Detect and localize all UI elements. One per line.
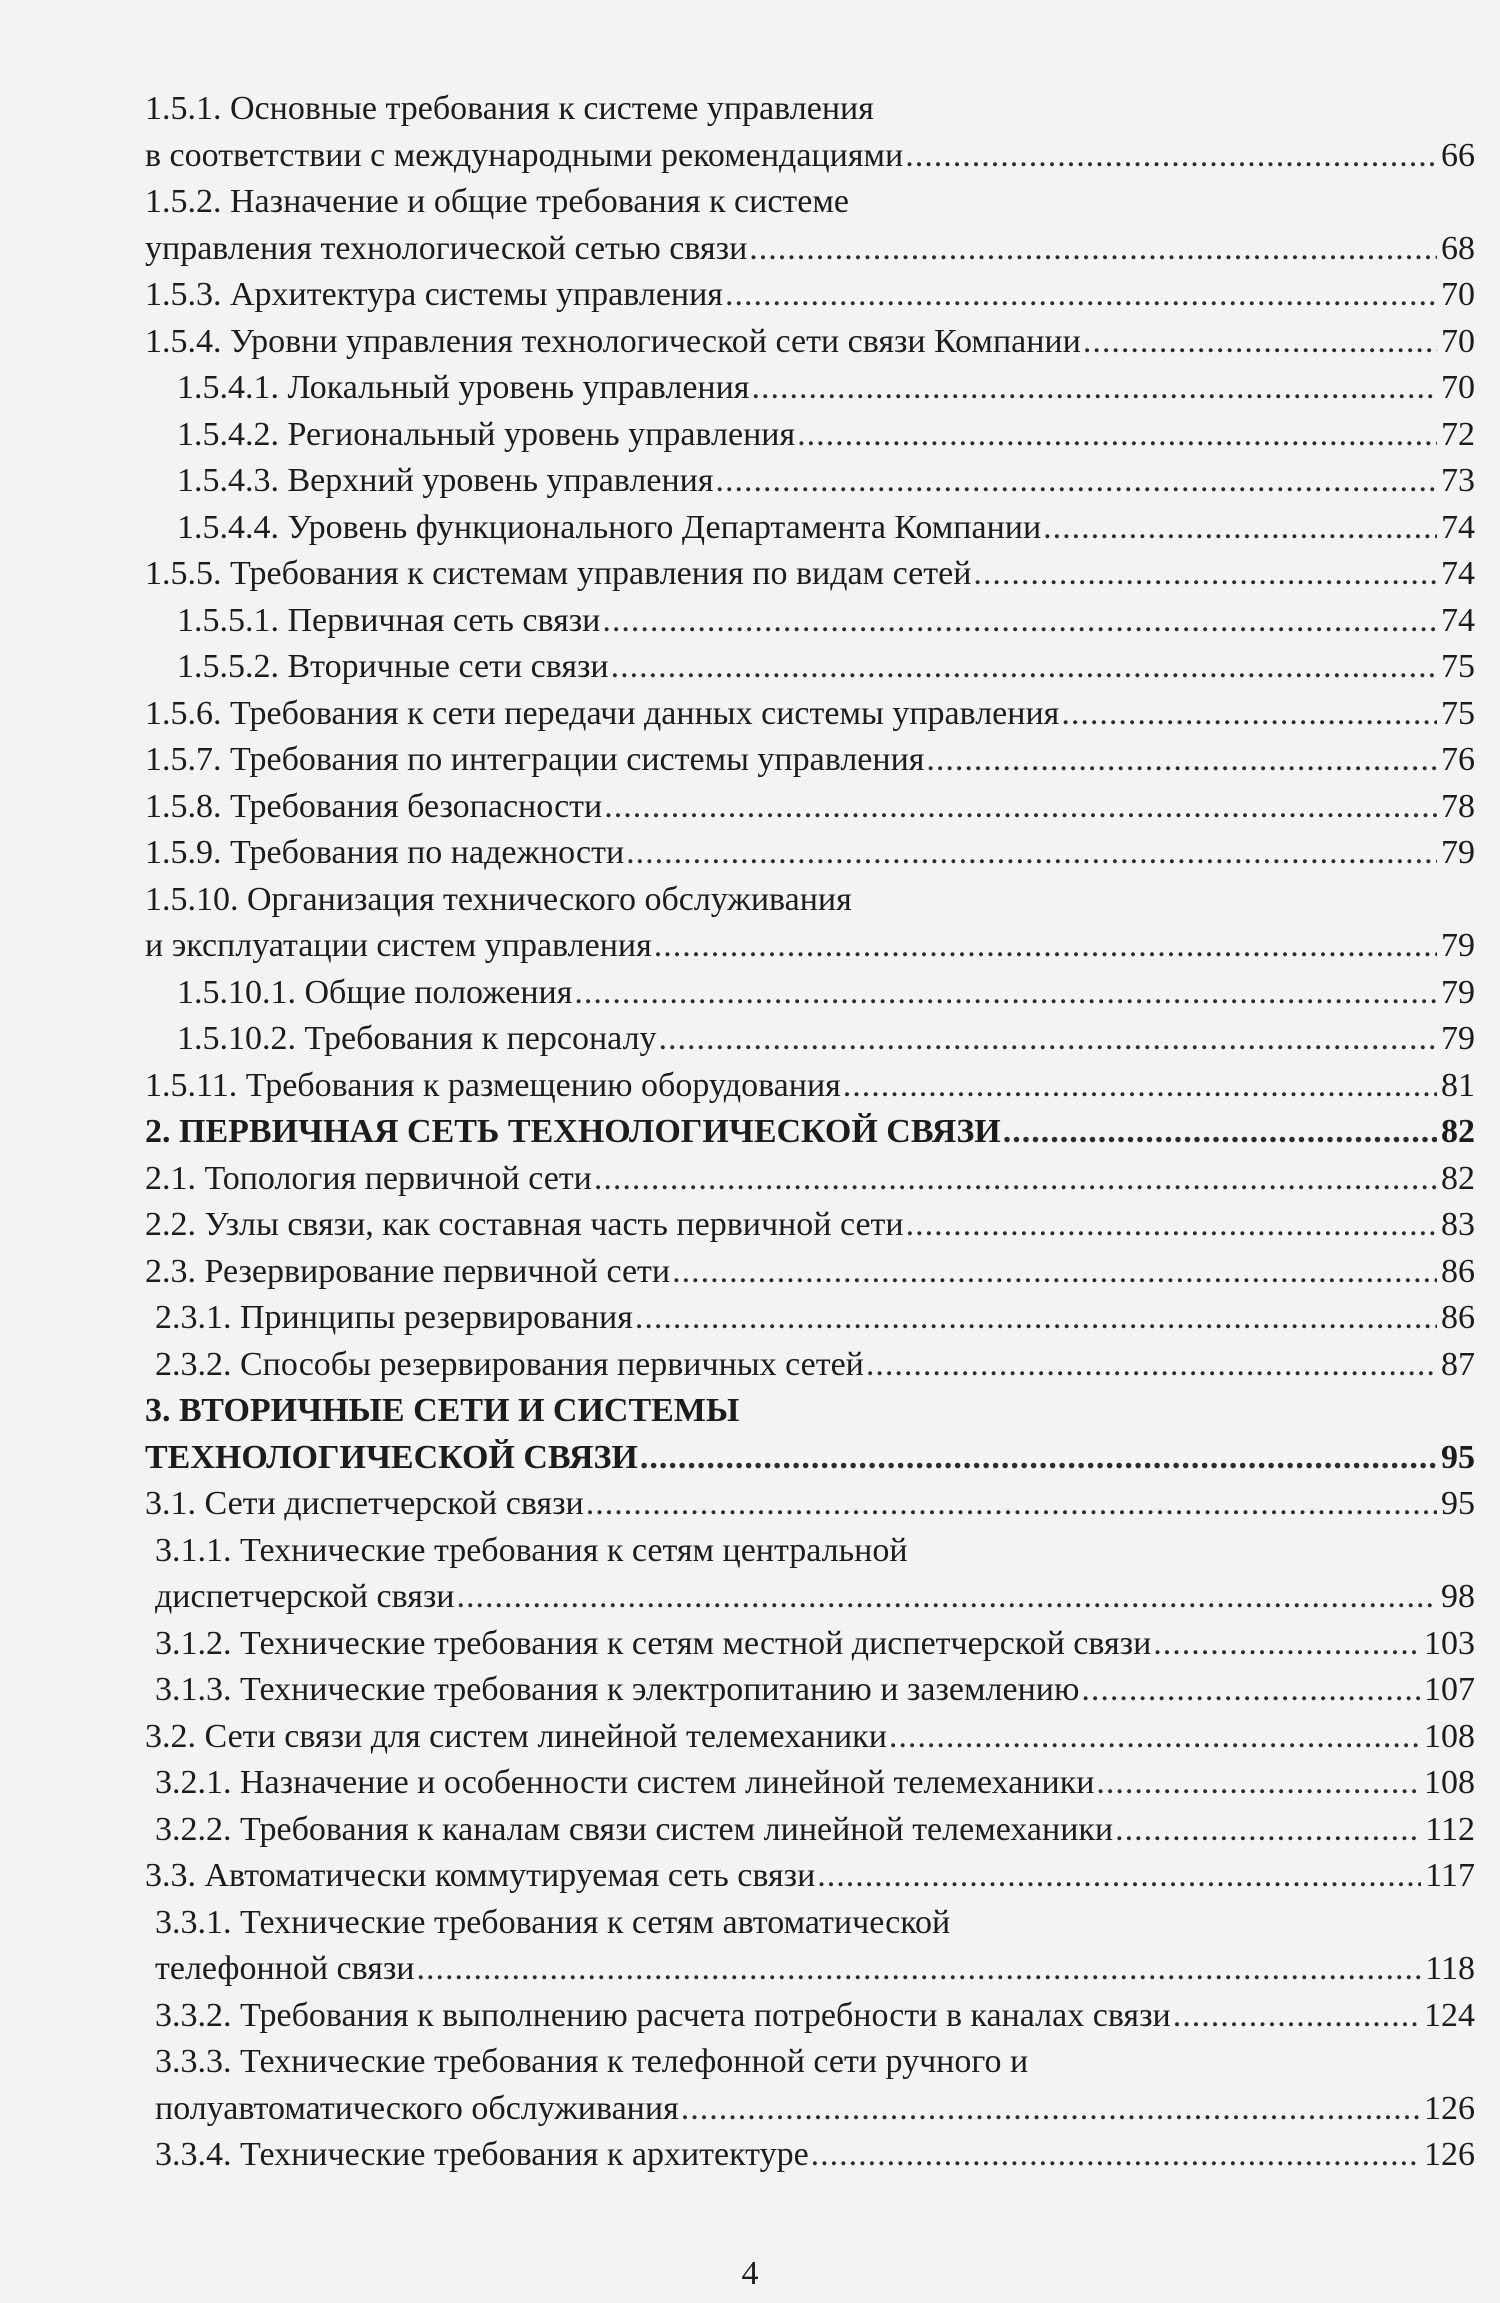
dot-leader [906, 1202, 1437, 1249]
toc-entry-page: 86 [1441, 1299, 1475, 1336]
toc-entry [145, 737, 1475, 784]
toc-entry-title-line: 1.5.1. Основные требования к системе управления [145, 90, 874, 127]
dot-leader [672, 1249, 1437, 1296]
toc-entry-title: 1.5.4. Уровни управления технологической сети связи Компании [145, 322, 1081, 360]
toc-entry-page: 82 [1441, 1113, 1475, 1150]
toc-entry [145, 644, 1475, 691]
dot-leader [604, 784, 1437, 831]
dot-leader [817, 1853, 1421, 1900]
dot-leader [797, 412, 1437, 459]
toc-entry-title-line: 3.3.3. Технические требования к телефонной сети ручного и [155, 2043, 1029, 2080]
dot-leader [611, 644, 1437, 691]
toc-entry [145, 2132, 1475, 2179]
toc-entry-title: 1.5.4.2. Региональный уровень управления [177, 415, 796, 453]
toc-entry-page: 83 [1441, 1206, 1475, 1243]
toc-entry-title: 1.5.8. Требования безопасности [145, 787, 603, 825]
toc-entry-title: 1.5.7. Требования по интеграции системы управления [145, 741, 925, 778]
toc-entry-title: 3.2.1. Назначение и особенности систем линейной телемеханики [155, 1764, 1095, 1801]
toc-entry-page: 79 [1441, 927, 1475, 964]
dot-leader [1083, 319, 1437, 366]
toc-entry-title: 3.2.2. Требования к каналам связи систем линейной телемеханики [155, 1810, 1114, 1848]
toc-entry-title: полуавтоматического обслуживания [155, 2089, 679, 2127]
dot-leader [866, 1342, 1437, 1389]
toc-entry [145, 1063, 1475, 1110]
toc-entry [145, 598, 1475, 645]
dot-leader [749, 226, 1437, 273]
dot-leader [1115, 1807, 1421, 1854]
toc-entry [145, 1109, 1475, 1156]
toc-entry-page: 79 [1441, 1020, 1475, 1057]
toc-entry-title: 1.5.10.1. Общие положения [177, 973, 573, 1011]
toc-entry-title: в соответствии с международными рекомендациями [145, 136, 904, 174]
toc-entry-page: 74 [1441, 555, 1475, 592]
dot-leader [715, 458, 1437, 505]
toc-entry-page: 118 [1425, 1950, 1475, 1987]
toc-entry [145, 1156, 1475, 1203]
toc-entry-page: 70 [1441, 369, 1475, 406]
toc-entry-page: 79 [1441, 834, 1475, 871]
toc-entry [145, 1853, 1475, 1900]
dot-leader [843, 1063, 1437, 1110]
toc-entry [145, 505, 1475, 552]
toc-entry [145, 319, 1475, 366]
toc-entry [145, 86, 1475, 179]
dot-leader [1043, 505, 1437, 552]
toc-entry [145, 1667, 1475, 1714]
toc-entry-title: 3.1.3. Технические требования к электропитанию и заземлению [155, 1671, 1080, 1708]
dot-leader [1081, 1667, 1420, 1714]
toc-entry-page: 68 [1441, 229, 1475, 267]
toc-entry-title: 3.1. Сети диспетчерской связи [145, 1485, 584, 1522]
dot-leader [905, 133, 1437, 180]
toc-entry-title-line: 3. ВТОРИЧНЫЕ СЕТИ И СИСТЕМЫ [145, 1392, 740, 1429]
toc-entry-page: 107 [1424, 1671, 1475, 1708]
toc-entry-title: 1.5.4.4. Уровень функционального Департамента Компании [177, 508, 1042, 546]
dot-leader [973, 551, 1437, 598]
toc-entry-page: 70 [1441, 276, 1475, 313]
toc-entry-page: 76 [1441, 741, 1475, 778]
dot-leader [1061, 691, 1437, 738]
toc-entry-title: телефонной связи [155, 1950, 415, 1987]
toc-entry-page: 98 [1441, 1578, 1475, 1615]
toc-entry [145, 1807, 1475, 1854]
toc-entry-page: 78 [1441, 787, 1475, 825]
toc-entry [145, 1342, 1475, 1389]
dot-leader [594, 1156, 1437, 1203]
toc-entry-page: 86 [1441, 1252, 1475, 1290]
toc-entry-title: 3.2. Сети связи для систем линейной телемеханики [145, 1717, 887, 1755]
dot-leader [654, 923, 1437, 970]
toc-entry-title: 3.1.2. Технические требования к сетям местной диспетчерской связи [155, 1624, 1152, 1662]
toc-entry-title: 3.3.2. Требования к выполнению расчета потребности в каналах связи [155, 1996, 1171, 2034]
toc-entry-title: 3.3.4. Технические требования к архитектуре [155, 2136, 809, 2173]
toc-entry-title-line: 3.1.1. Технические требования к сетям центральной [155, 1531, 908, 1569]
toc-entry-page: 95 [1441, 1485, 1475, 1522]
toc-entry [145, 1295, 1475, 1342]
toc-entry-page: 75 [1441, 694, 1475, 732]
toc-entry-page: 75 [1441, 648, 1475, 685]
dot-leader [456, 1574, 1437, 1621]
toc-entry-page: 66 [1441, 136, 1475, 174]
toc-entry-page: 87 [1441, 1345, 1475, 1383]
page-number: 4 [741, 2255, 759, 2292]
dot-leader [1153, 1621, 1420, 1668]
toc-entry [145, 1714, 1475, 1761]
dot-leader [1173, 1993, 1420, 2040]
dot-leader [574, 970, 1437, 1017]
toc-entry-title: 1.5.5. Требования к системам управления по видам сетей [145, 555, 972, 592]
toc-entry-page: 72 [1441, 415, 1475, 453]
toc-entry-title: ТЕХНОЛОГИЧЕСКОЙ СВЯЗИ [145, 1438, 638, 1476]
toc-entry [145, 970, 1475, 1017]
toc-entry-title-line: 1.5.10. Организация технического обслуживания [145, 880, 852, 918]
toc-entry-page: 108 [1424, 1717, 1475, 1755]
toc-entry-title: 1.5.6. Требования к сети передачи данных системы управления [145, 694, 1060, 732]
toc-entry [145, 830, 1475, 877]
dot-leader [602, 598, 1437, 645]
toc-entry [145, 877, 1475, 970]
toc-entry [145, 2039, 1475, 2132]
dot-leader [889, 1714, 1420, 1761]
toc-entry [145, 1528, 1475, 1621]
dot-leader [626, 830, 1437, 877]
toc-entry-title: 1.5.4.3. Верхний уровень управления [177, 462, 714, 499]
dot-leader [926, 737, 1437, 784]
toc-entry-page: 117 [1425, 1857, 1475, 1894]
toc-entry [145, 1016, 1475, 1063]
toc-entry [145, 365, 1475, 412]
dot-leader [586, 1481, 1437, 1528]
toc-entry-title: и эксплуатации систем управления [145, 927, 652, 964]
toc-entry-page: 82 [1441, 1159, 1475, 1197]
toc-entry [145, 1388, 1475, 1481]
toc-entry-page: 108 [1424, 1764, 1475, 1801]
toc-entry [145, 1621, 1475, 1668]
toc-entry-title: 2.1. Топология первичной сети [145, 1159, 592, 1197]
toc-entry-title: 2.2. Узлы связи, как составная часть первичной сети [145, 1206, 904, 1243]
toc-entry [145, 1760, 1475, 1807]
toc-entry-title: 1.5.5.2. Вторичные сети связи [177, 648, 609, 685]
toc-entry-title: 1.5.5.1. Первичная сеть связи [177, 601, 601, 639]
toc-entry-page: 126 [1424, 2089, 1475, 2127]
toc-entry-title: 2.3.2. Способы резервирования первичных сетей [155, 1345, 864, 1383]
toc-entry-title: 2.3. Резервирование первичной сети [145, 1252, 671, 1290]
toc-entry-title: 1.5.11. Требования к размещению оборудования [145, 1066, 841, 1104]
toc-entry-page: 103 [1424, 1624, 1475, 1662]
toc-entry-page: 73 [1441, 462, 1475, 499]
toc-entry-title: 2.3.1. Принципы резервирования [155, 1299, 633, 1336]
table-of-contents [145, 86, 1475, 2179]
toc-entry-title-line: 1.5.2. Назначение и общие требования к системе [145, 183, 849, 220]
toc-entry [145, 551, 1475, 598]
toc-entry [145, 1993, 1475, 2040]
toc-entry-page: 74 [1441, 508, 1475, 546]
toc-entry-title: 1.5.9. Требования по надежности [145, 834, 625, 871]
toc-entry-title-line: 3.3.1. Технические требования к сетям автоматической [155, 1903, 951, 1941]
toc-entry-title: 2. ПЕРВИЧНАЯ СЕТЬ ТЕХНОЛОГИЧЕСКОЙ СВЯЗИ [145, 1113, 1001, 1150]
toc-entry-page: 81 [1441, 1066, 1475, 1104]
toc-entry-title: 1.5.10.2. Требования к персоналу [177, 1020, 657, 1057]
toc-entry-page: 124 [1424, 1996, 1475, 2034]
toc-entry [145, 458, 1475, 505]
toc-entry-title: диспетчерской связи [155, 1578, 455, 1615]
toc-entry-title: 1.5.3. Архитектура системы управления [145, 276, 723, 313]
toc-entry-page: 79 [1441, 973, 1475, 1011]
toc-entry [145, 1900, 1475, 1993]
toc-entry-page: 126 [1424, 2136, 1475, 2173]
dot-leader [811, 2132, 1420, 2179]
dot-leader [1003, 1109, 1437, 1156]
toc-entry-title: управления технологической сетью связи [145, 229, 748, 267]
dot-leader [1096, 1760, 1420, 1807]
toc-entry [145, 272, 1475, 319]
toc-entry-title: 3.3. Автоматически коммутируемая сеть связи [145, 1857, 816, 1894]
dot-leader [681, 2086, 1420, 2133]
toc-entry-title: 1.5.4.1. Локальный уровень управления [177, 369, 750, 406]
toc-entry-page: 70 [1441, 322, 1475, 360]
toc-entry [145, 1249, 1475, 1296]
toc-entry [145, 691, 1475, 738]
toc-entry-page: 112 [1425, 1810, 1475, 1848]
dot-leader [751, 365, 1437, 412]
toc-entry-page: 74 [1441, 601, 1475, 639]
dot-leader [635, 1295, 1437, 1342]
toc-entry [145, 1202, 1475, 1249]
toc-entry [145, 784, 1475, 831]
toc-entry-page: 95 [1441, 1438, 1475, 1476]
toc-entry [145, 412, 1475, 459]
dot-leader [640, 1435, 1437, 1482]
dot-leader [659, 1016, 1437, 1063]
toc-entry [145, 179, 1475, 272]
toc-entry [145, 1481, 1475, 1528]
dot-leader [725, 272, 1437, 319]
dot-leader [417, 1946, 1422, 1993]
